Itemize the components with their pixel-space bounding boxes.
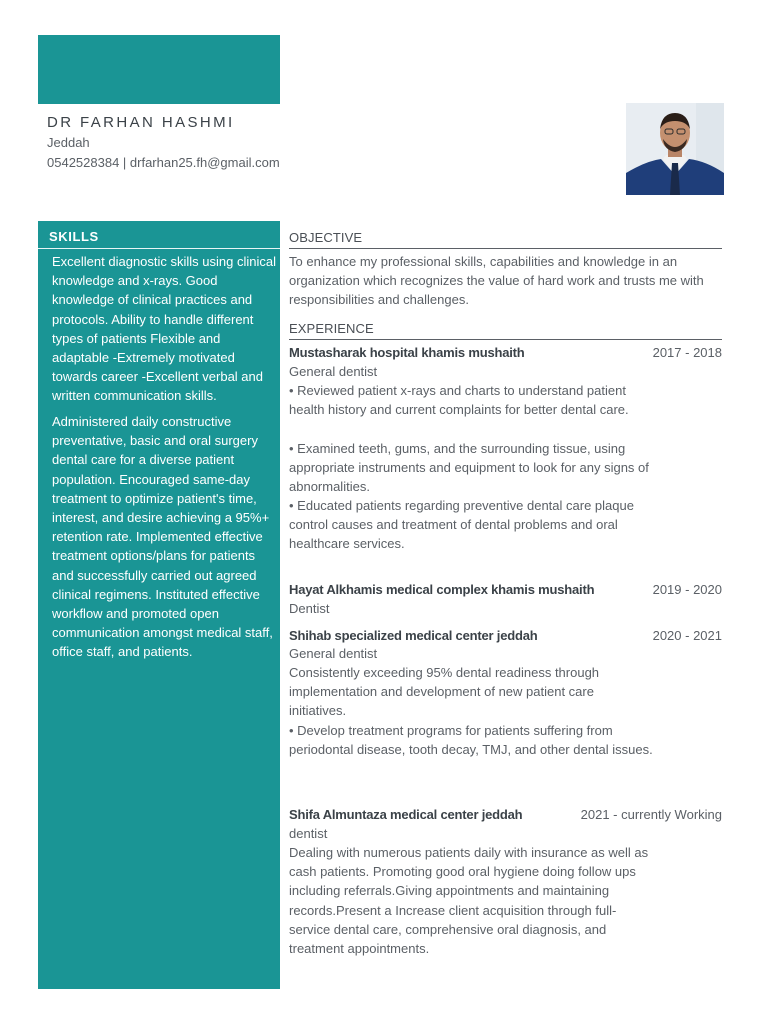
- candidate-city: Jeddah: [47, 135, 90, 150]
- job-4-role: dentist: [289, 826, 328, 841]
- skills-paragraph-1: Excellent diagnostic skills using clinical knowledge and x-rays. Good knowledge of clinical practices and protocols. Ability to handle different types of patients Flexible and adaptable -Extremely motivated towards career -Excellent verbal and written communication skills.: [52, 254, 276, 404]
- skills-panel: [38, 221, 280, 989]
- experience-heading: EXPERIENCE: [289, 321, 374, 336]
- profile-photo: [626, 103, 724, 195]
- objective-heading: OBJECTIVE: [289, 230, 363, 245]
- candidate-contact: 0542528384 | drfarhan25.fh@gmail.com: [47, 155, 280, 170]
- header-accent-band: [38, 35, 280, 104]
- job-2-role: Dentist: [289, 601, 330, 616]
- candidate-name: DR FARHAN HASHMI: [47, 114, 235, 131]
- job-1-detail-1: • Reviewed patient x-rays and charts to understand patient health history and current complaints for better dental care.: [289, 383, 629, 418]
- skills-heading: SKILLS: [49, 229, 99, 244]
- job-1-organization: Mustasharak hospital khamis mushaith: [289, 345, 525, 360]
- job-3-detail-2: • Develop treatment programs for patients suffering from periodontal disease, tooth decay, TMJ, and other dental issues.: [289, 723, 653, 758]
- objective-text: To enhance my professional skills, capabilities and knowledge in an organization which recognizes the value of hard work and trusts me with responsibilities and challenges.: [289, 254, 704, 308]
- job-4-dates: 2021 - currently Working: [580, 807, 722, 822]
- job-4-organization: Shifa Almuntaza medical center jeddah: [289, 807, 523, 822]
- experience-divider: [289, 339, 722, 340]
- job-2-dates: 2019 - 2020: [652, 582, 722, 597]
- job-3-role: General dentist: [289, 646, 378, 661]
- job-3-detail-1: Consistently exceeding 95% dental readiness through implementation and development of new patient care initiatives.: [289, 665, 600, 719]
- skills-divider: [38, 248, 280, 249]
- job-4-detail-1: Dealing with numerous patients daily with insurance as well as cash patients. Promoting good oral hygiene doing follow ups including referrals.Giving appointments and maintaining records.Present a Increase client acquisition through full-service dental care, comprehensive oral diagnosis, and treatment appointments.: [289, 845, 649, 957]
- skills-paragraph-2: Administered daily constructive preventative, basic and oral surgery dental care for a diverse patient population. Encouraged same-day treatment to optimize patient's time, interest, and desire achieving a 95%+ retention rate. Implemented effective treatment options/plans for patients and successfully carried out agreed clinical regimens. Instituted effective workflow and promoted open communication amongst medical staff, office staff, and patients.: [52, 414, 273, 660]
- job-1-role: General dentist: [289, 364, 378, 379]
- job-2-organization: Hayat Alkhamis medical complex khamis mushaith: [289, 582, 595, 597]
- job-3-dates: 2020 - 2021: [652, 628, 722, 643]
- job-1-detail-2: • Examined teeth, gums, and the surrounding tissue, using appropriate instruments and equipment to look for any signs of abnormalities.: [289, 441, 649, 495]
- job-3-organization: Shihab specialized medical center jeddah: [289, 628, 538, 643]
- job-1-dates: 2017 - 2018: [652, 345, 722, 360]
- objective-divider: [289, 248, 722, 249]
- job-1-detail-3: • Educated patients regarding preventive dental care plaque control causes and treatment of dental problems and oral healthcare services.: [289, 498, 634, 552]
